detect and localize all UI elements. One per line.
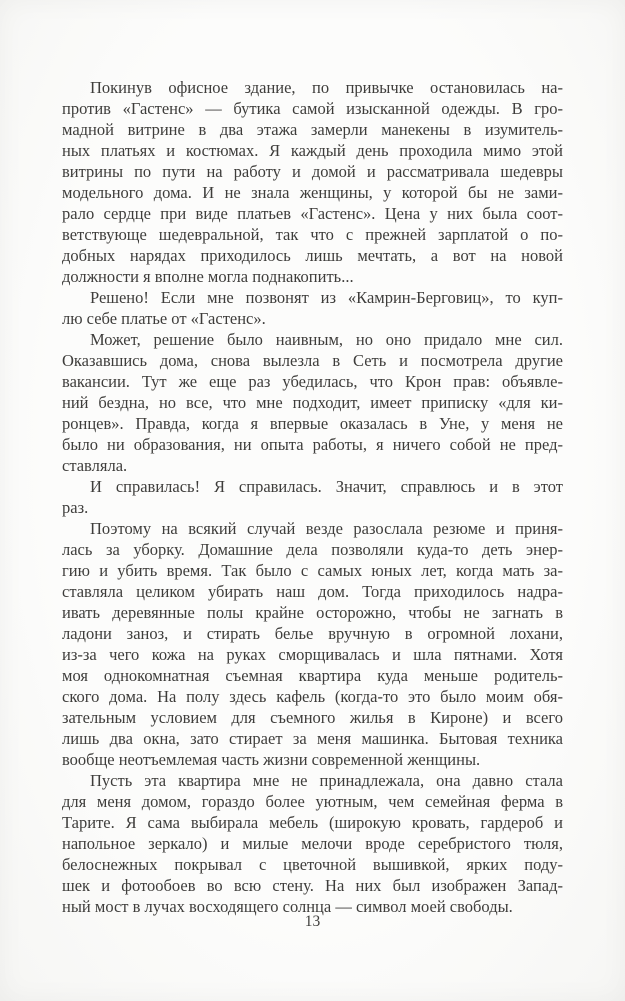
text-line: ладони заноз, и стирать белье вручную в огромной лохани, (62, 624, 563, 643)
text-line: Покинув офисное здание, по привычке остановилась на- (90, 78, 563, 97)
text-line: моя однокомнатная съемная квартира куда меньше родитель- (62, 666, 563, 685)
page-text (62, 77, 563, 917)
text-line: рало сердце при виде платьев «Гастенс». Цена у них была соот- (62, 204, 563, 223)
text-line: мадной витрине в два этажа замерли манекены в изумитель- (62, 120, 563, 139)
text-line: Решено! Если мне позвонят из «Камрин-Берговиц», то куп- (90, 288, 563, 307)
text-line: ивать деревянные полы крайне осторожно, чтобы не загнать в (62, 603, 563, 622)
text-line: раз. (62, 498, 89, 517)
text-line: ный мост в лучах восходящего солнца — символ моей свободы. (62, 897, 513, 916)
text-line: модельного дома. И не знала женщины, у которой бы не зами- (62, 183, 563, 202)
text-line: витрины по пути на работу и домой и рассматривала шедевры (62, 162, 563, 181)
text-line: ставляла. (62, 456, 128, 475)
text-line: Оказавшись дома, снова вылезла в Сеть и посмотрела другие (62, 351, 563, 370)
text-line: лась за уборку. Домашние дела позволяли куда-то деть энер- (62, 540, 563, 559)
text-line: гию и убить время. Так было с самых юных лет, когда мать за- (62, 561, 563, 580)
text-line: для меня домом, гораздо более уютным, чем семейная ферма в (62, 792, 563, 811)
page-number: 13 (304, 913, 321, 930)
text-line: ветствующе шедевральной, так что с прежней зарплатой о по- (62, 225, 563, 244)
text-line: против «Гастенс» — бутика самой изысканной одежды. В гро- (62, 99, 563, 118)
text-line: лю себе платье от «Гастенс». (62, 309, 266, 328)
text-line: Пусть эта квартира мне не принадлежала, она давно стала (90, 771, 563, 790)
text-line: белоснежных покрывал с цветочной вышивкой, ярких поду- (62, 855, 563, 874)
text-line: Может, решение было наивным, но оно придало мне сил. (90, 330, 563, 349)
text-line: было ни образования, ни опыта работы, я ничего собой не пред- (62, 435, 563, 454)
text-line: напольное зеркало) и милые мелочи вроде серебристого тюля, (62, 834, 563, 853)
text-line: ний бездна, но все, что мне подходит, имеет приписку «для ки- (62, 393, 563, 412)
text-line: Поэтому на всякий случай везде разослала резюме и приня- (90, 519, 563, 538)
text-line: должности я вполне могла поднакопить... (62, 267, 354, 286)
text-line: зательным условием для съемного жилья в Кироне) и всего (62, 708, 563, 727)
text-line: вакансии. Тут же еще раз убедилась, что Крон прав: объявле- (62, 372, 563, 391)
text-line: лишь два окна, зато стирает за меня машинка. Бытовая техника (62, 729, 563, 748)
text-line: ронцев». Правда, когда я впервые оказалась в Уне, у меня не (62, 414, 563, 433)
text-line: шек и фотообоев во всю стену. На них был изображен Запад- (62, 876, 563, 895)
text-line: вообще неотъемлемая часть жизни современной женщины. (62, 750, 481, 769)
text-line: ского дома. На полу здесь кафель (когда-то это было моим обя- (62, 687, 563, 706)
text-line: добных нарядах приходилось лишь мечтать, а вот на новой (62, 246, 563, 265)
text-line: И справилась! Я справилась. Значит, справлюсь и в этот (90, 477, 563, 496)
text-line: Тарите. Я сама выбирала мебель (широкую кровать, гардероб и (62, 813, 563, 832)
text-line: ных платьях и костюмах. Я каждый день проходила мимо этой (62, 141, 563, 160)
text-line: из-за чего кожа на руках сморщивалась и шла пятнами. Хотя (62, 645, 563, 664)
text-line: ставляла целиком убирать наш дом. Тогда приходилось надра- (62, 582, 563, 601)
